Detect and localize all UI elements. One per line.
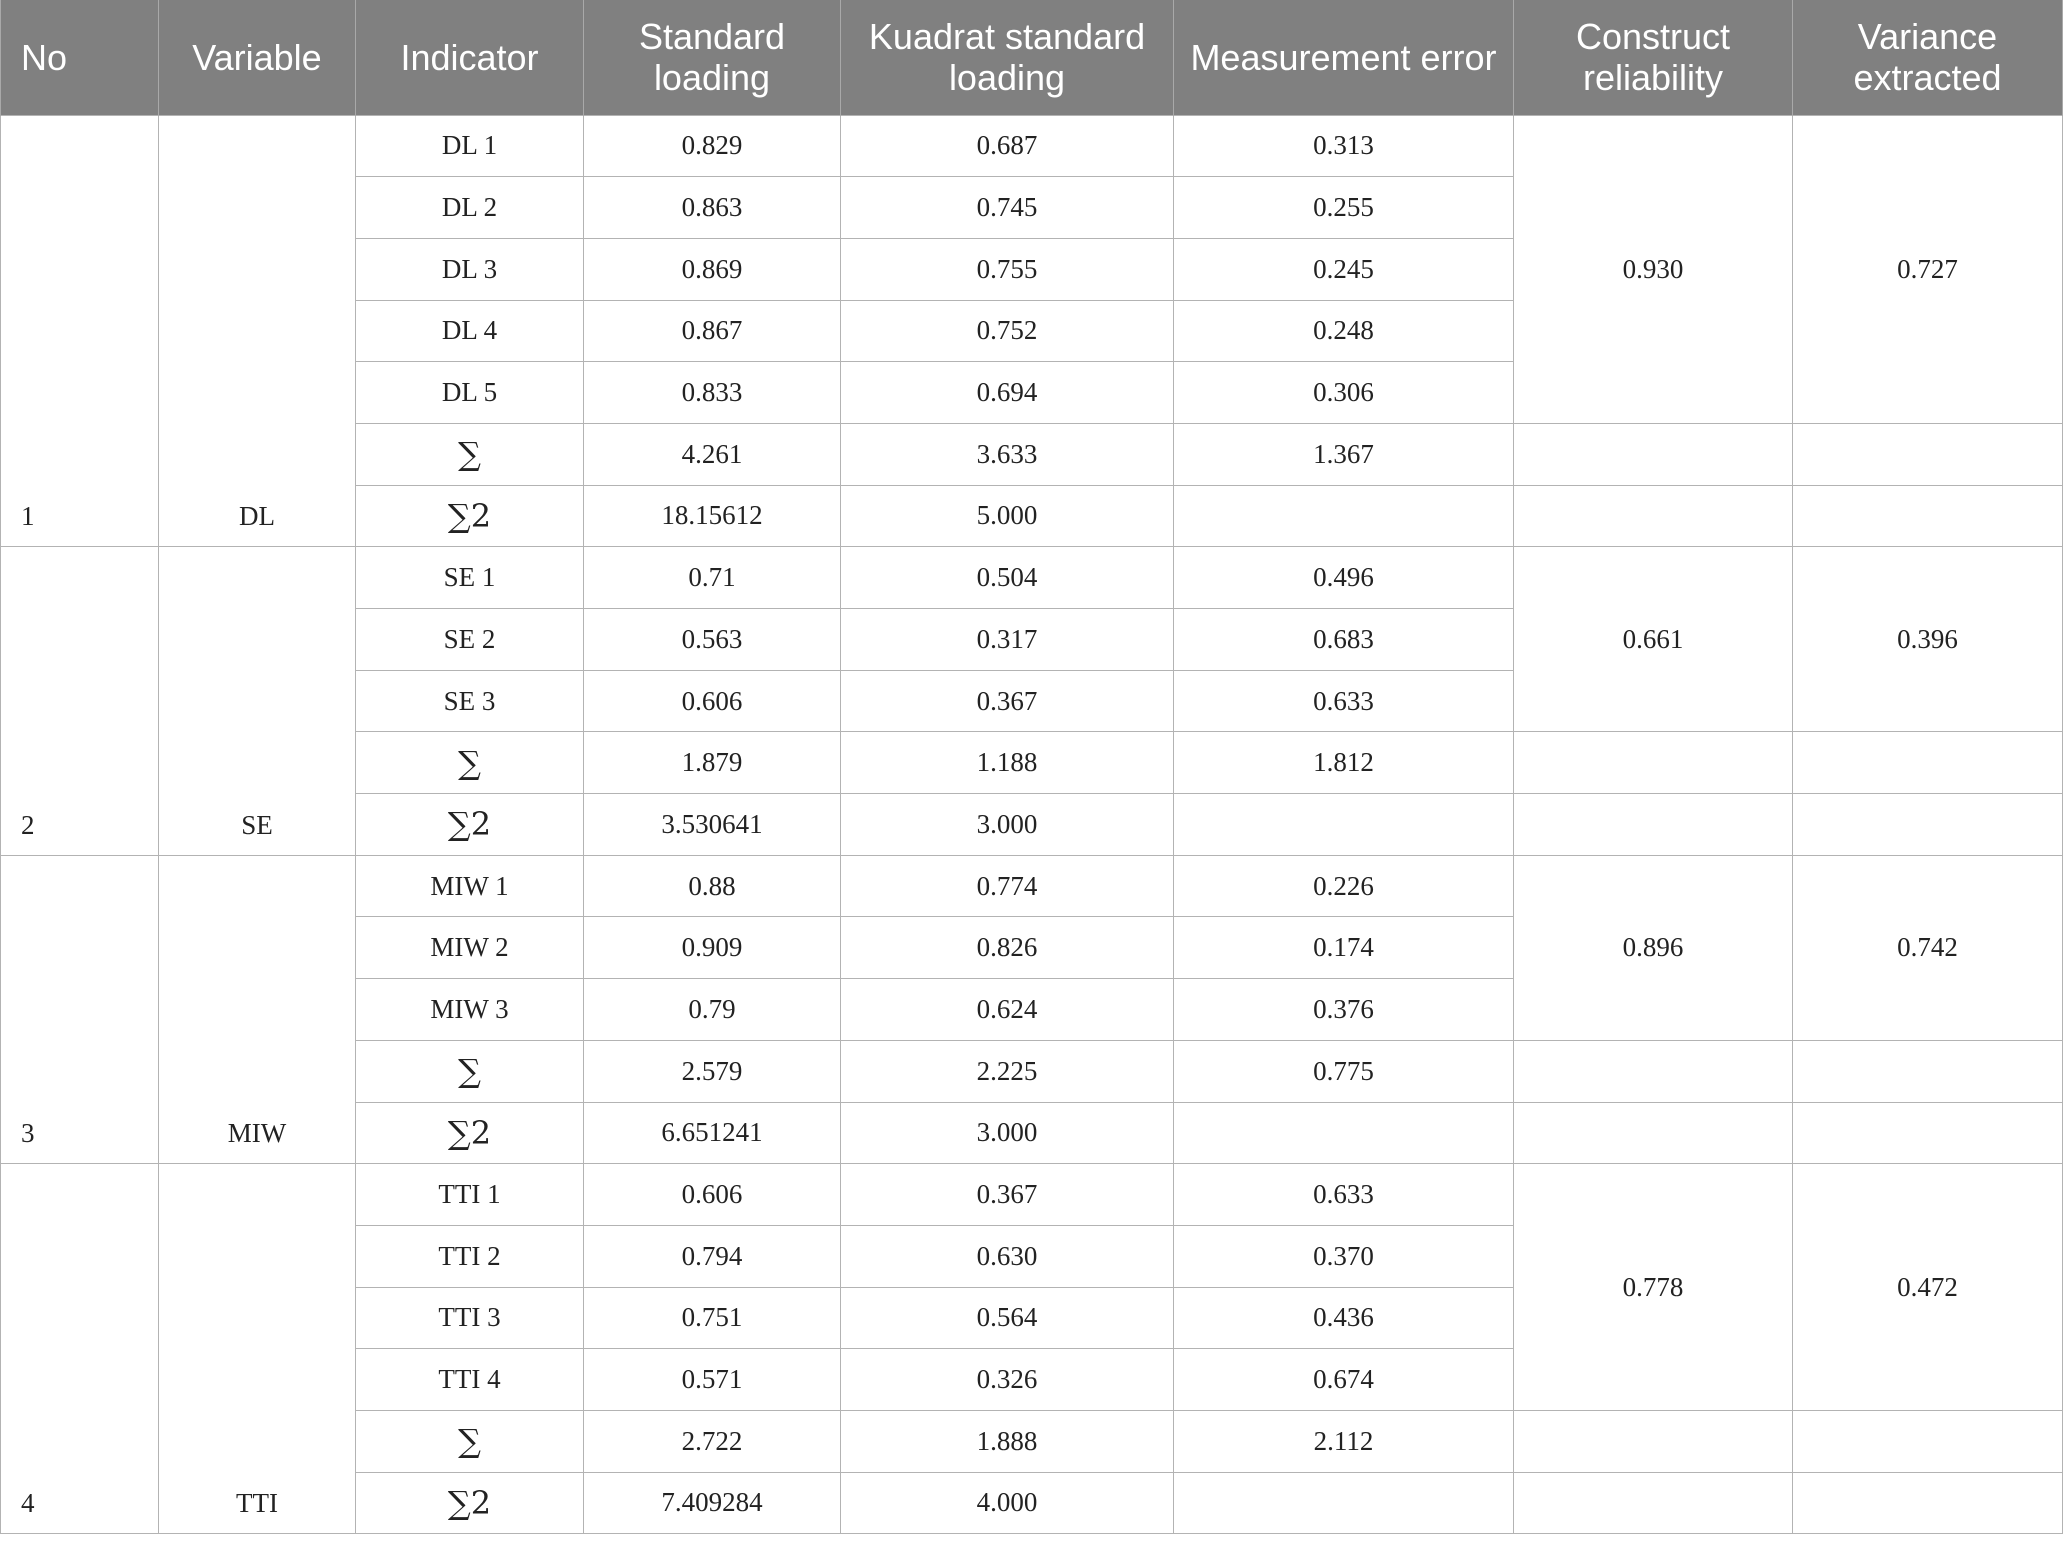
header-measurement-error: Measurement error — [1174, 0, 1514, 115]
measurement-error-cell — [1174, 485, 1514, 547]
variable-cell: TTI — [159, 1164, 356, 1534]
construct-reliability-empty-cell — [1514, 485, 1793, 547]
variance-extracted-cell: 0.472 — [1793, 1164, 2063, 1411]
measurement-error-cell: 0.248 — [1174, 300, 1514, 362]
no-cell: 4 — [1, 1164, 159, 1534]
construct-reliability-cell: 0.778 — [1514, 1164, 1793, 1411]
variance-extracted-cell: 0.727 — [1793, 115, 2063, 423]
standard-loading-cell: 0.563 — [584, 609, 841, 671]
measurement-error-cell: 1.812 — [1174, 732, 1514, 794]
measurement-error-cell — [1174, 1472, 1514, 1534]
measurement-error-cell: 0.674 — [1174, 1349, 1514, 1411]
standard-loading-cell: 2.722 — [584, 1410, 841, 1472]
standard-loading-cell: 4.261 — [584, 423, 841, 485]
header-no: No — [1, 0, 159, 115]
standard-loading-cell: 0.863 — [584, 177, 841, 239]
standard-loading-cell: 0.751 — [584, 1287, 841, 1349]
kuadrat-cell: 0.752 — [841, 300, 1174, 362]
header-variance-extracted: Variance extracted — [1793, 0, 2063, 115]
standard-loading-cell: 0.794 — [584, 1225, 841, 1287]
measurement-error-cell — [1174, 1102, 1514, 1164]
sum-symbol-cell: ∑ — [356, 1040, 584, 1102]
measurement-error-cell: 0.633 — [1174, 670, 1514, 732]
header-variable: Variable — [159, 0, 356, 115]
standard-loading-cell: 0.606 — [584, 1164, 841, 1226]
kuadrat-cell: 4.000 — [841, 1472, 1174, 1534]
kuadrat-cell: 0.326 — [841, 1349, 1174, 1411]
construct-reliability-empty-cell — [1514, 1472, 1793, 1534]
sum-symbol-cell: ∑ — [356, 732, 584, 794]
measurement-error-cell: 0.496 — [1174, 547, 1514, 609]
kuadrat-cell: 0.624 — [841, 979, 1174, 1041]
kuadrat-cell: 0.564 — [841, 1287, 1174, 1349]
kuadrat-cell: 0.826 — [841, 917, 1174, 979]
header-standard-loading: Standard loading — [584, 0, 841, 115]
construct-reliability-empty-cell — [1514, 732, 1793, 794]
construct-reliability-empty-cell — [1514, 1040, 1793, 1102]
indicator-cell: MIW 2 — [356, 917, 584, 979]
kuadrat-cell: 3.000 — [841, 794, 1174, 856]
measurement-error-cell: 2.112 — [1174, 1410, 1514, 1472]
construct-reliability-cell: 0.661 — [1514, 547, 1793, 732]
kuadrat-cell: 0.745 — [841, 177, 1174, 239]
variance-extracted-empty-cell — [1793, 423, 2063, 485]
variance-extracted-empty-cell — [1793, 485, 2063, 547]
kuadrat-cell: 1.888 — [841, 1410, 1174, 1472]
standard-loading-cell: 0.829 — [584, 115, 841, 177]
kuadrat-cell: 3.633 — [841, 423, 1174, 485]
indicator-cell: TTI 3 — [356, 1287, 584, 1349]
standard-loading-cell: 1.879 — [584, 732, 841, 794]
construct-reliability-empty-cell — [1514, 794, 1793, 856]
table-row — [1, 855, 2063, 917]
header-kuadrat-standard-loading: Kuadrat standard loading — [841, 0, 1174, 115]
indicator-cell: MIW 1 — [356, 855, 584, 917]
construct-reliability-empty-cell — [1514, 1102, 1793, 1164]
kuadrat-cell: 3.000 — [841, 1102, 1174, 1164]
table-row — [1, 1164, 2063, 1226]
measurement-error-cell: 1.367 — [1174, 423, 1514, 485]
kuadrat-cell: 1.188 — [841, 732, 1174, 794]
standard-loading-cell: 7.409284 — [584, 1472, 841, 1534]
kuadrat-cell: 0.317 — [841, 609, 1174, 671]
header-indicator: Indicator — [356, 0, 584, 115]
kuadrat-cell: 0.504 — [841, 547, 1174, 609]
variable-cell: MIW — [159, 855, 356, 1163]
standard-loading-cell: 18.15612 — [584, 485, 841, 547]
measurement-error-cell: 0.306 — [1174, 362, 1514, 424]
indicator-cell: DL 4 — [356, 300, 584, 362]
indicator-cell: MIW 3 — [356, 979, 584, 1041]
variable-cell: DL — [159, 115, 356, 547]
standard-loading-cell: 0.71 — [584, 547, 841, 609]
measurement-error-cell: 0.226 — [1174, 855, 1514, 917]
table-row — [1, 115, 2063, 177]
indicator-cell: DL 3 — [356, 238, 584, 300]
measurement-error-cell: 0.376 — [1174, 979, 1514, 1041]
indicator-cell: DL 5 — [356, 362, 584, 424]
kuadrat-cell: 5.000 — [841, 485, 1174, 547]
measurement-error-cell: 0.436 — [1174, 1287, 1514, 1349]
standard-loading-cell: 0.88 — [584, 855, 841, 917]
sum-squared-symbol-cell: ∑2 — [356, 794, 584, 856]
kuadrat-cell: 0.630 — [841, 1225, 1174, 1287]
kuadrat-cell: 2.225 — [841, 1040, 1174, 1102]
sum-squared-symbol-cell: ∑2 — [356, 1102, 584, 1164]
standard-loading-cell: 0.606 — [584, 670, 841, 732]
indicator-cell: TTI 4 — [356, 1349, 584, 1411]
indicator-cell: SE 2 — [356, 609, 584, 671]
variance-extracted-empty-cell — [1793, 1102, 2063, 1164]
standard-loading-cell: 0.909 — [584, 917, 841, 979]
measurement-error-cell: 0.174 — [1174, 917, 1514, 979]
table-row — [1, 547, 2063, 609]
construct-reliability-cell: 0.930 — [1514, 115, 1793, 423]
construct-reliability-empty-cell — [1514, 423, 1793, 485]
indicator-cell: DL 1 — [356, 115, 584, 177]
indicator-cell: TTI 2 — [356, 1225, 584, 1287]
standard-loading-cell: 3.530641 — [584, 794, 841, 856]
indicator-cell: TTI 1 — [356, 1164, 584, 1226]
measurement-error-cell: 0.683 — [1174, 609, 1514, 671]
standard-loading-cell: 0.867 — [584, 300, 841, 362]
no-cell: 1 — [1, 115, 159, 547]
sum-squared-symbol-cell: ∑2 — [356, 485, 584, 547]
measurement-error-cell: 0.245 — [1174, 238, 1514, 300]
construct-reliability-empty-cell — [1514, 1410, 1793, 1472]
variance-extracted-cell: 0.742 — [1793, 855, 2063, 1040]
indicator-cell: SE 3 — [356, 670, 584, 732]
kuadrat-cell: 0.367 — [841, 1164, 1174, 1226]
variable-cell: SE — [159, 547, 356, 855]
no-cell: 3 — [1, 855, 159, 1163]
measurement-error-cell — [1174, 794, 1514, 856]
measurement-error-cell: 0.255 — [1174, 177, 1514, 239]
standard-loading-cell: 2.579 — [584, 1040, 841, 1102]
measurement-error-cell: 0.313 — [1174, 115, 1514, 177]
variance-extracted-empty-cell — [1793, 1410, 2063, 1472]
table-body — [1, 115, 2063, 1534]
variance-extracted-empty-cell — [1793, 794, 2063, 856]
variance-extracted-cell: 0.396 — [1793, 547, 2063, 732]
sum-symbol-cell: ∑ — [356, 423, 584, 485]
standard-loading-cell: 0.833 — [584, 362, 841, 424]
indicator-cell: DL 2 — [356, 177, 584, 239]
kuadrat-cell: 0.367 — [841, 670, 1174, 732]
construct-reliability-cell: 0.896 — [1514, 855, 1793, 1040]
kuadrat-cell: 0.687 — [841, 115, 1174, 177]
measurement-error-cell: 0.370 — [1174, 1225, 1514, 1287]
measurement-error-cell: 0.633 — [1174, 1164, 1514, 1226]
kuadrat-cell: 0.694 — [841, 362, 1174, 424]
standard-loading-cell: 6.651241 — [584, 1102, 841, 1164]
variance-extracted-empty-cell — [1793, 1040, 2063, 1102]
header-row — [1, 0, 2063, 115]
variance-extracted-empty-cell — [1793, 1472, 2063, 1534]
measurement-error-cell: 0.775 — [1174, 1040, 1514, 1102]
indicator-cell: SE 1 — [356, 547, 584, 609]
standard-loading-cell: 0.79 — [584, 979, 841, 1041]
kuadrat-cell: 0.755 — [841, 238, 1174, 300]
table-header — [1, 0, 2063, 115]
variance-extracted-empty-cell — [1793, 732, 2063, 794]
standard-loading-cell: 0.869 — [584, 238, 841, 300]
standard-loading-cell: 0.571 — [584, 1349, 841, 1411]
kuadrat-cell: 0.774 — [841, 855, 1174, 917]
sum-squared-symbol-cell: ∑2 — [356, 1472, 584, 1534]
sum-symbol-cell: ∑ — [356, 1410, 584, 1472]
no-cell: 2 — [1, 547, 159, 855]
header-construct-reliability: Construct reliability — [1514, 0, 1793, 115]
